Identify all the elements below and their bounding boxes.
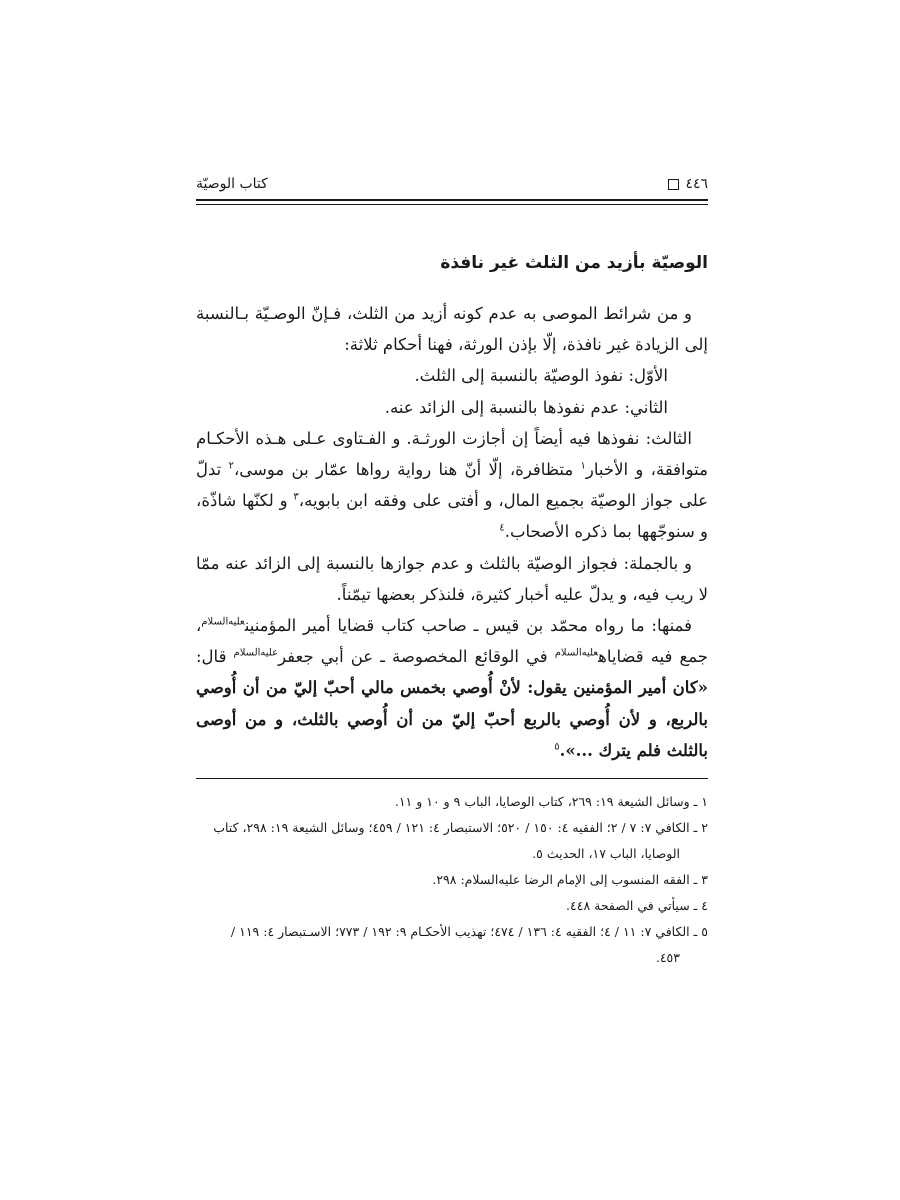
text-run: فمنها: ما رواه محمّد بن قيس ـ صاحب كتاب قضايا أمير المؤمنين (244, 616, 692, 636)
paragraph-third-ruling (196, 423, 708, 548)
paragraph-first-ruling: الأوّل: نفوذ الوصيّة بالنسبة إلى الثلث. (414, 366, 668, 386)
footnote-ref-2[interactable]: ٢ (228, 460, 234, 472)
hadith-quote: «كان أمير المؤمنين يقول: لأنْ أُوصي بخمس مالي أحبّ إليّ من أن أُوصي بالربع، و لأن أُوصي بالربع أحبّ إليّ من أن أُوصي بالثلث، و من أوصى بالثلث فلم يترك ...». (196, 678, 708, 760)
paragraph-summary: و بالجملة: فجواز الوصيّة بالثلث و عدم جوازها بالنسبة إلى الزائد عنه ممّا لا ريب فيه، و يدلّ عليه أخبار كثيرة، فلنذكر بعضها تيمّناً. (196, 553, 708, 604)
honorific-glyph: عليه‌السلام (233, 647, 279, 659)
text-run: في الوقائع المخصوصة ـ عن أبي جعفر (278, 647, 555, 667)
footnote-4: ٤ ـ سيأتي في الصفحة ٤٤٨. (566, 898, 708, 914)
footnote-2-continued: الوصايا، الباب ١٧، الحديث ٥. (532, 846, 680, 862)
page-number-group (668, 176, 708, 192)
footnote-rule (196, 778, 708, 779)
honorific-glyph: عليه‌السلام (201, 616, 245, 628)
footnote-1: ١ ـ وسائل الشيعة ١٩: ٢٦٩، كتاب الوصايا، الباب ٩ و ١٠ و ١١. (394, 794, 708, 810)
footnote-5-continued: ٤٥٣. (655, 950, 680, 966)
running-book-title: كتاب الوصيّة (196, 176, 268, 192)
text-run: ، جمع فيه قضاياه (196, 616, 708, 667)
text-run: متظافرة، إلّا أنّ هنا رواية رواها عمّار بن موسى، (233, 460, 581, 480)
header-rule-thick (196, 199, 708, 201)
footnotes (196, 789, 708, 971)
square-ornament-icon (668, 179, 679, 190)
header-rule-thin (196, 204, 708, 205)
text-run: الثالث: نفوذها فيه أيضاً إن أجازت الورثـة. و الفـتاوى عـلى هـذه الأحكـام متوافقة، و الأخبار (196, 428, 708, 480)
book-page (196, 172, 708, 971)
footnote-ref-1[interactable]: ١ (580, 460, 586, 472)
paragraph-second-ruling: الثاني: عدم نفوذها بالنسبة إلى الزائد عنه. (384, 397, 668, 417)
paragraph-narration (196, 610, 708, 766)
running-head (196, 172, 708, 198)
text-run: و لكنّها شاذّة، و سنوجّهها بما ذكره الأصحاب. (196, 491, 708, 542)
footnote-ref-3[interactable]: ٣ (293, 491, 299, 503)
section-heading: الوصيّة بأزيد من الثلث غير نافذة (440, 253, 708, 273)
text-run: تدلّ على جواز الوصيّة بجميع المال، و أفتى على وفقه ابن بابويه، (196, 460, 709, 511)
text-run: قال: (196, 647, 234, 667)
body-text (196, 298, 708, 766)
paragraph-intro: و من شرائط الموصى به عدم كونه أزيد من الثلث، فـإنّ الوصـيّة بـالنسبة إلى الزيادة غير نافذة، إلّا بإذن الورثة، فهنا أحكام ثلاثة: (196, 304, 708, 355)
footnote-3: ٣ ـ الفقه المنسوب إلى الإمام الرضا عليه‌السلام: ٢٩٨. (432, 872, 708, 888)
footnote-ref-5[interactable]: ٥ (554, 741, 560, 753)
footnote-5: ٥ ـ الكافي ٧: ١١ / ٤؛ الفقيه ٤: ١٣٦ / ٤٧٤؛ تهذيب الأحكـام ٩: ١٩٢ / ٧٧٣؛ الاسـتبصار ٤: ١١٩ / (230, 924, 708, 940)
footnote-2: ٢ ـ الكافي ٧: ٧ / ٢؛ الفقيه ٤: ١٥٠ / ٥٢٠؛ الاستبصار ٤: ١٢١ / ٤٥٩؛ وسائل الشيعة ١٩: ٢٩٨، كتاب (213, 820, 708, 836)
footnote-ref-4[interactable]: ٤ (499, 522, 505, 534)
page-number: ٤٤٦ (685, 176, 708, 192)
honorific-glyph: عليه‌السلام (554, 647, 599, 659)
